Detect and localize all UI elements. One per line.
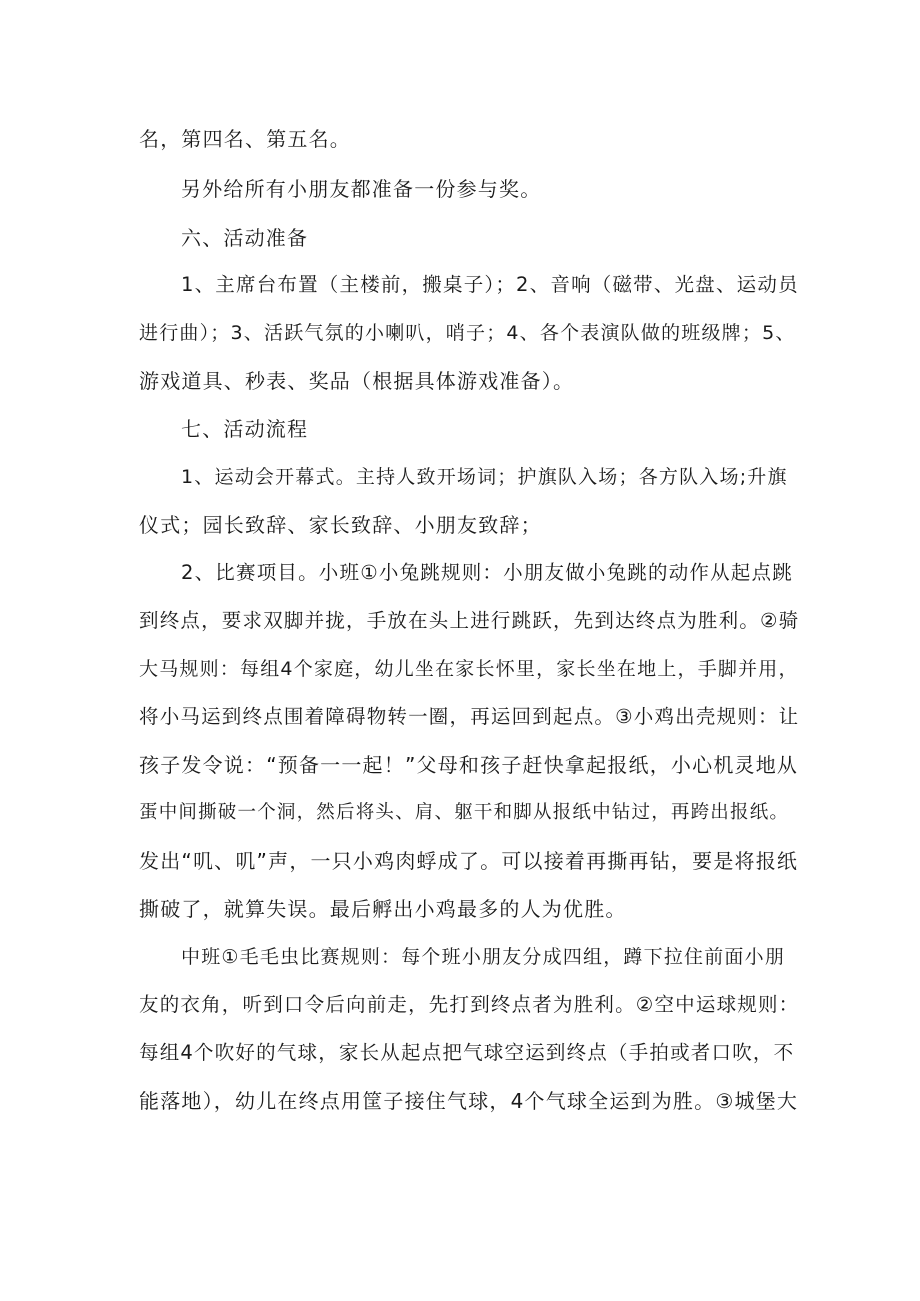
text-line: 将小马运到终点围着障碍物转一圈，再运回到起点。③小鸡出壳规则：让 — [139, 705, 799, 728]
text-line: 撕破了，就算失误。最后孵出小鸡最多的人为优胜。 — [139, 897, 627, 921]
text-line: 孩子发令说：“预备一一起！”父母和孩子赶快拿起报纸，小心机灵地从 — [139, 753, 799, 777]
text-line: 另外给所有小朋友都准备一份参与奖。 — [181, 177, 542, 201]
section-heading: 六、活动准备 — [181, 226, 309, 250]
text-line: 蛋中间撕破一个洞，然后将头、肩、躯干和脚从报纸中钻过，再跨出报纸。 — [139, 802, 790, 823]
text-line: 发出“叽、叽”声，一只小鸡肉蜉成了。可以接着再撕再钻，要是将报纸 — [139, 849, 799, 873]
text-line: 大马规则：每组4个家庭，幼儿坐在家长怀里，家长坐在地上，手脚并用， — [139, 658, 799, 680]
text-line: 友的衣角，听到口令后向前走，先打到终点者为胜利。②空中运球规则： — [139, 993, 799, 1016]
section-heading: 七、活动流程 — [181, 417, 309, 441]
text-line: 名，第四名、第五名。 — [139, 127, 351, 151]
text-line: 能落地），幼儿在终点用筐子接住气球，4个气球全运到为胜。③城堡大 — [139, 1089, 799, 1113]
text-line: 1、主席台布置（主楼前，搬桌子）；2、音响（磁带、光盘、运动员 — [181, 273, 799, 296]
text-line: 中班①毛毛虫比赛规则：每个班小朋友分成四组，蹲下拉住前面小朋 — [181, 946, 786, 968]
text-line: 进行曲）；3、活跃气氛的小喇叭，哨子；4、各个表演队做的班级牌；5、 — [139, 322, 796, 344]
text-line: 每组4个吹好的气球，家长从起点把气球空运到终点（手拍或者口吹，不 — [139, 1041, 795, 1064]
text-line: 2、比赛项目。小班①小兔跳规则：小朋友做小兔跳的动作从起点跳 — [181, 561, 793, 584]
text-line: 1、运动会开幕式。主持人致开场词；护旗队入场；各方队入场;升旗 — [181, 466, 788, 488]
text-line: 游戏道具、秒表、奖品（根据具体游戏准备）。 — [139, 369, 575, 393]
text-line: 仪式；园长致辞、家长致辞、小朋友致辞； — [139, 513, 542, 537]
text-line: 到终点，要求双脚并拢，手放在头上进行跳跃，先到达终点为胜利。②骑 — [139, 609, 799, 632]
